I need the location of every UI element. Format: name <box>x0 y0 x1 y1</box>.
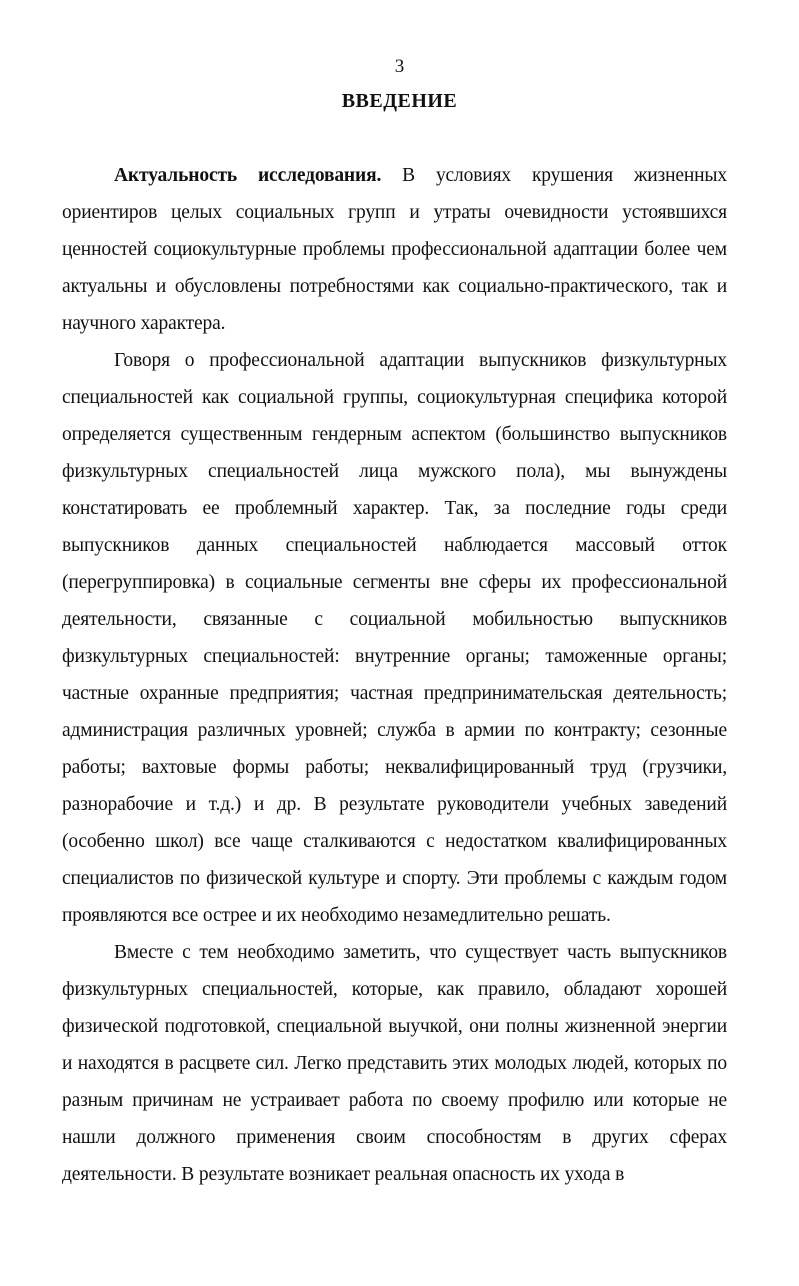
paragraph-text: Говоря о профессиональной адаптации выпускников физкультурных специальностей как социальной группы, социокультурная специфика которой определяется существенным гендерным аспектом (большинство выпускников физкультурных специальностей лица мужского пола), мы вынуждены констатировать ее проблемный характер. Так, за последние годы среди выпускников данных специальностей наблюдается массовый отток (перегруппировка) в социальные сегменты вне сферы их профессиональной деятельности, связанные с социальной мобильностью выпускников физкультурных специальностей: внутренние органы; таможенные органы; частные охранные предприятия; частная предпринимательская деятельность; администрация различных уровней; служба в армии по контракту; сезонные работы; вахтовые формы работы; неквалифицированный труд (грузчики, разнорабочие и т.д.) и др. В результате руководители учебных заведений (особенно школ) все чаще сталкиваются с недостатком квалифицированных специалистов по физической культуре и спорту. Эти проблемы с каждым годом проявляются все острее и их необходимо незамедлительно решать. <box>62 350 727 926</box>
paragraph-text: В условиях крушения жизненных ориентиров целых социальных групп и утраты очевидности устоявшихся ценностей социокультурные проблемы профессиональной адаптации более чем актуальны и обусловлены потребностями как социально-практического, так и научного характера. <box>62 165 727 334</box>
paragraph-graduates <box>62 934 727 1193</box>
paragraph-text: Вместе с тем необходимо заметить, что существует часть выпускников физкультурных специальностей, которые, как правило, обладают хорошей физической подготовкой, специальной выучкой, они полны жизненной энергии и находятся в расцвете сил. Легко представить этих молодых людей, которых по разным причинам не устраивает работа по своему профилю или которые не нашли должного применения своим способностям в других сферах деятельности. В результате возникает реальная опасность их ухода в <box>62 942 727 1185</box>
paragraph-relevance <box>62 157 727 342</box>
paragraph-professional-adaptation <box>62 342 727 934</box>
page-number: 3 <box>394 56 405 77</box>
paragraph-lead: Актуальность исследования. <box>114 165 382 186</box>
section-heading: ВВЕДЕНИЕ <box>341 90 458 112</box>
